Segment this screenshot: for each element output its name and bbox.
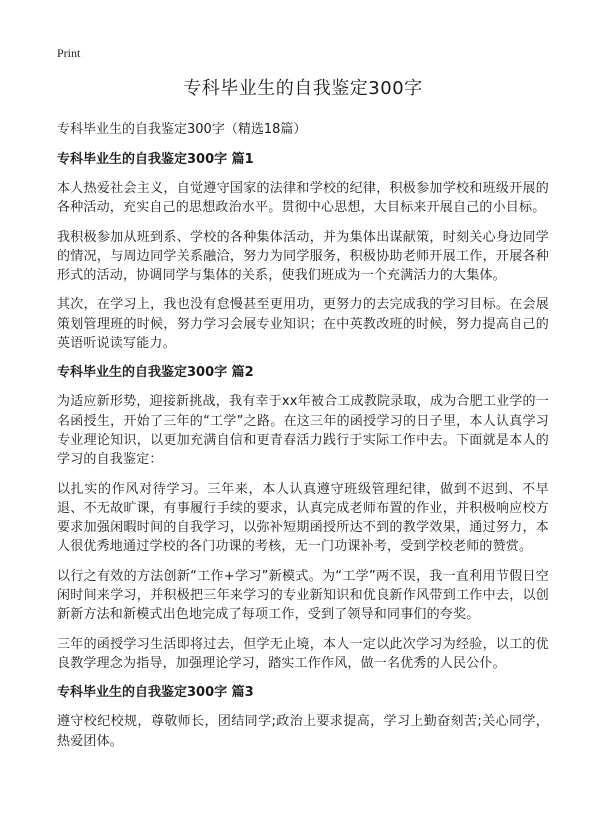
paragraph: 本人热爱社会主义，自觉遵守国家的法律和学校的纪律，积极参加学校和班级开展的各种活动，充实自己的思想政治水平。贯彻中心思想，大目标来开展自己的小目标。 [57, 181, 549, 216]
document-subtitle: 专科毕业生的自我鉴定300字（精选18篇） [57, 122, 307, 137]
section-3 [57, 683, 549, 751]
section-heading: 专科毕业生的自我鉴定300字 篇3 [57, 685, 254, 701]
paragraph: 以扎实的作风对待学习。三年来，本人认真遵守班级管理纪律，做到不迟到、不早退、不无故旷课，有事履行手续的要求，认真完成老师布置的作业，并积极响应校方要求加强闲暇时间的自我学习，以弥补短期函授所达不到的教学效果，通过努力，本人很优秀地通过学校的各门功课的考核，无一门功课补考，受到学校老师的赞赏。 [57, 481, 549, 555]
paragraph: 为适应新形势，迎接新挑战，我有幸于xx年被合工成教院录取，成为合肥工业学的一名函授生，开始了三年的“工学”之路。在这三年的函授学习的日子里，本人认真学习专业理论知识，以更加充满自信和更青春活力践行于实际工作中去。下面就是本人的学习的自我鉴定： [57, 394, 549, 468]
paragraph: 遵守校纪校规，尊敬师长，团结同学;政治上要求提高，学习上勤奋刻苦;关心同学，热爱团体。 [57, 714, 549, 749]
section-2 [57, 363, 549, 673]
print-link[interactable]: Print [57, 46, 81, 60]
page-title: 专科毕业生的自我鉴定300字 [183, 78, 423, 99]
paragraph: 三年的函授学习生活即将过去，但学无止境，本人一定以此次学习为经验，以工的优良教学理念为指导，加强理论学习，踏实工作作风，做一名优秀的人民公仆。 [57, 636, 549, 671]
paragraph: 以行之有效的方法创新“工作+学习”新模式。为“工学”两不误，我一直利用节假日空闲时间来学习，并积极把三年来学习的专业新知识和优良新作风带到工作中去，以创新新方法和新模式出色地完成了每项工作，受到了领导和同事们的夸奖。 [57, 568, 549, 623]
section-1 [57, 150, 549, 353]
section-heading: 专科毕业生的自我鉴定300字 篇1 [57, 152, 254, 167]
section-heading: 专科毕业生的自我鉴定300字 篇2 [57, 365, 254, 381]
paragraph: 我积极参加从班到系、学校的各种集体活动，并为集体出谋献策，时刻关心身边同学的情况，与周边同学关系融洽，努力为同学服务，积极协助老师开展工作，开展各种形式的活动，协调同学与集体的关系，使我们班成为一个充满活力的大集体。 [57, 229, 549, 284]
paragraph: 其次，在学习上，我也没有怠慢甚至更用功，更努力的去完成我的学习目标。在会展策划管理班的时候，努力学习会展专业知识；在中英教改班的时候，努力提高自己的英语听说读写能力。 [57, 297, 549, 352]
document-body [57, 76, 549, 761]
